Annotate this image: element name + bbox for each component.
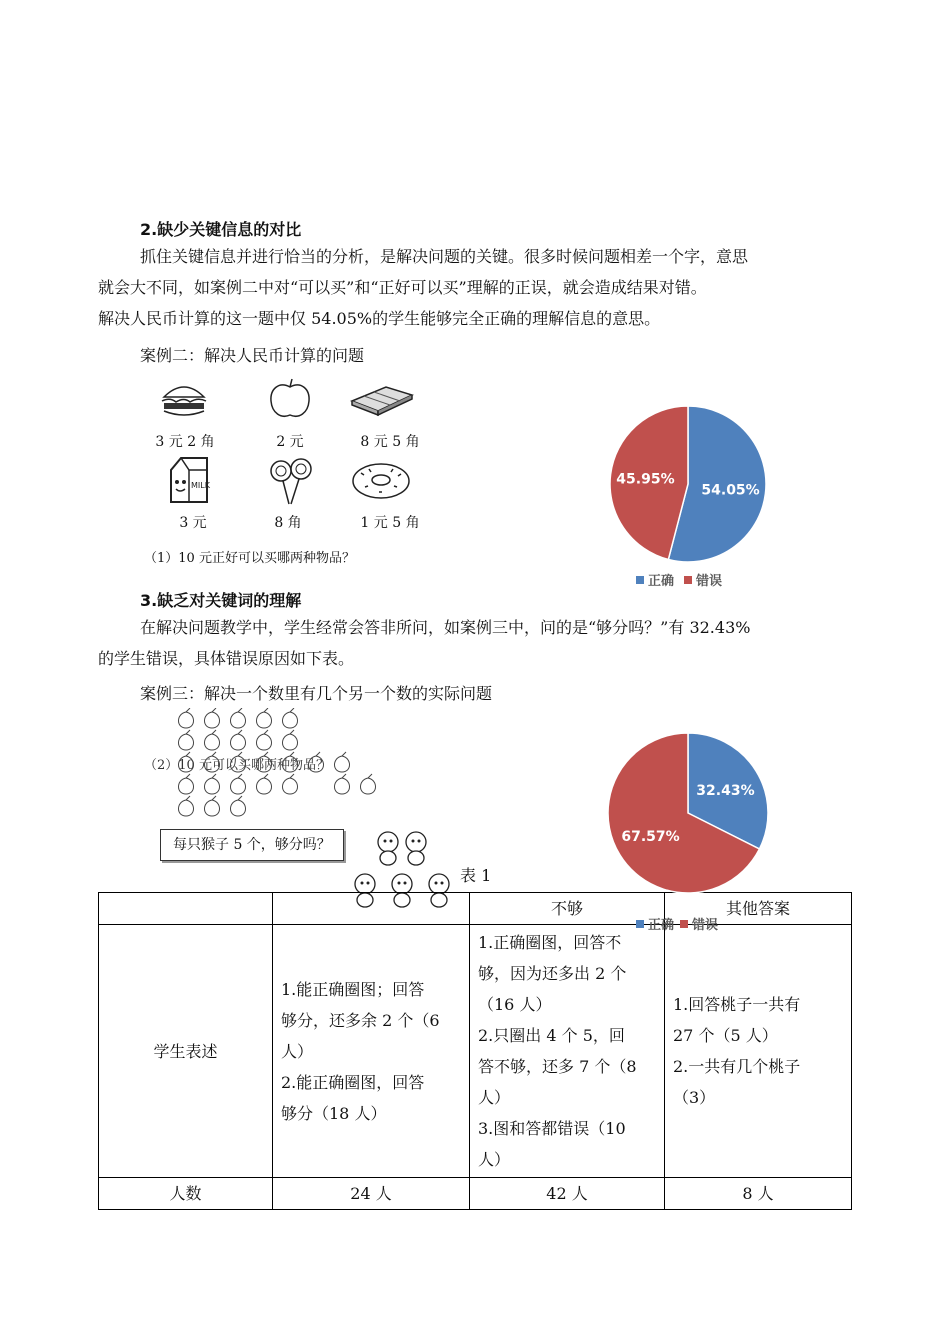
cell-line: （3）: [673, 1088, 716, 1107]
peach-icon: [205, 796, 220, 816]
peach-icon: [335, 752, 350, 772]
item-price: 3 元: [179, 515, 207, 531]
peach-icon: [283, 752, 298, 772]
cell-line: 答不够，还多 7 个（8: [478, 1057, 637, 1076]
pie-chart-2: [600, 730, 780, 935]
table-row: [99, 1178, 852, 1210]
cell-line: 够分，还多余 2 个（6: [281, 1010, 440, 1030]
legend-swatch-wrong: [684, 576, 692, 584]
hamburger-icon: [160, 379, 208, 419]
case3-overlap-question: （2）10 元可以买哪两种物品？: [144, 758, 329, 773]
cell-line: 够，因为还多出 2 个: [478, 964, 627, 983]
section2-heading: 2.缺少关键信息的对比: [140, 220, 302, 239]
peach-icon: [335, 774, 350, 794]
peach-icon: [231, 796, 246, 816]
milk-text: MILK: [191, 481, 210, 490]
case2-question: （1）10 元正好可以买哪两种物品？: [144, 551, 355, 566]
legend-label-wrong: 错误: [696, 574, 723, 589]
donut-icon: [351, 461, 411, 501]
peach-icon: [205, 730, 220, 750]
legend-swatch-correct: [636, 920, 644, 928]
cell-line: 1.能正确圈图；回答: [281, 979, 425, 999]
peach-icon: [283, 774, 298, 794]
row-label: 人数: [99, 1178, 273, 1210]
milk-carton-icon: [167, 456, 211, 504]
apple-icon: [267, 377, 313, 421]
cell-line: 27 个（5 人）: [673, 1026, 778, 1045]
pie-slice-label: 67.57%: [621, 829, 680, 846]
item-price: 3 元 2 角: [155, 434, 215, 450]
pie-chart-2-plot: [600, 730, 780, 900]
monkey-icon: [406, 832, 426, 865]
cell-line: 2.能正确圈图，回答: [281, 1072, 425, 1092]
legend-label-correct: 正确: [648, 918, 675, 933]
table-cell: [665, 925, 852, 1178]
table-cell: 42 人: [470, 1178, 665, 1210]
section3-heading: 3.缺乏对关键词的理解: [140, 591, 302, 610]
peach-icon: [205, 752, 220, 772]
paragraph-line: 解决人民币计算的这一题中仅 54.05%的学生能够完全正确的理解信息的意思。: [98, 309, 661, 328]
section3-paragraph: [98, 612, 852, 674]
legend-swatch-correct: [636, 576, 644, 584]
monkey-icon: [378, 832, 398, 865]
table-caption: 表 1: [460, 866, 492, 885]
result-table: [98, 892, 852, 1210]
peach-icon: [283, 730, 298, 750]
table-cell: 8 人: [665, 1178, 852, 1210]
table-header-cell: [273, 893, 470, 925]
peach-icon: [179, 730, 194, 750]
table-header-cell: 其他答案: [665, 893, 852, 925]
peach-icon: [257, 708, 272, 728]
peach-icon: [231, 708, 246, 728]
item-price: 8 元 5 角: [360, 434, 420, 450]
peach-icon: [179, 796, 194, 816]
table-cell: [273, 925, 470, 1178]
table-header-cell: [99, 893, 273, 925]
pie-chart-1-legend: [636, 570, 722, 589]
item-grid: [155, 375, 455, 545]
peach-icon: [361, 774, 376, 794]
cell-line: 2.只圈出 4 个 5，回: [478, 1026, 625, 1045]
peach-icon: [283, 708, 298, 728]
section2-paragraph: [98, 241, 852, 334]
paragraph-line: 就会大不同，如案例二中对“可以买”和“正好可以买”理解的正误，就会造成结果对错。: [98, 278, 707, 297]
peach-icon: [179, 752, 194, 772]
peach-icon: [309, 752, 324, 772]
paragraph-line: 抓住关键信息并进行恰当的分析，是解决问题的关键。很多时候问题相差一个字，意思: [140, 247, 749, 266]
pie-slice-label: 54.05%: [701, 482, 760, 499]
pie-chart-2-legend: [636, 914, 718, 933]
cell-line: 够分（18 人）: [281, 1103, 387, 1123]
cell-line: 1.回答桃子一共有: [673, 995, 801, 1014]
pie-chart-1-plot: [600, 404, 780, 564]
peach-icon: [231, 752, 246, 772]
pie-slice-label: 45.95%: [616, 471, 675, 488]
table-row: [99, 925, 852, 1178]
lollipop-icon: [265, 458, 317, 506]
legend-label-correct: 正确: [648, 574, 675, 589]
legend-swatch-wrong: [680, 920, 688, 928]
cell-line: （16 人）: [478, 995, 552, 1014]
peach-icon: [257, 730, 272, 750]
item-price: 2 元: [276, 434, 304, 450]
case2-label: 案例二：解决人民币计算的问题: [140, 346, 365, 365]
peach-icon: [205, 774, 220, 794]
table-cell: [470, 925, 665, 1178]
peach-icon: [231, 730, 246, 750]
cell-line: 1.正确圈图，回答不: [478, 933, 622, 952]
peach-icon: [231, 774, 246, 794]
pie-chart-1: [600, 404, 780, 594]
item-price: 8 角: [274, 515, 302, 531]
table-header-cell: 不够: [470, 893, 665, 925]
pie-slice-label: 32.43%: [696, 782, 755, 799]
row-label: 学生表述: [99, 925, 273, 1178]
cell-line: 3.图和答都错误（10: [478, 1119, 626, 1138]
peach-icon: [257, 752, 272, 772]
peach-icon: [257, 774, 272, 794]
peach-icon: [205, 708, 220, 728]
callout-box: 每只猴子 5 个，够分吗？: [160, 829, 344, 861]
legend-label-wrong: 错误: [692, 918, 719, 933]
chocolate-icon: [350, 383, 414, 417]
table-cell: 24 人: [273, 1178, 470, 1210]
peach-icon: [179, 774, 194, 794]
peach-icon: [179, 708, 194, 728]
item-price: 1 元 5 角: [360, 515, 420, 531]
peaches-illustration: [178, 708, 398, 818]
paragraph-line: 的学生错误，具体错误原因如下表。: [98, 649, 355, 668]
cell-line: 人）: [478, 1150, 511, 1169]
case3-label: 案例三：解决一个数里有几个另一个数的实际问题: [140, 684, 493, 703]
cell-line: 2.一共有几个桃子: [673, 1057, 801, 1076]
paragraph-line: 在解决问题教学中，学生经常会答非所问，如案例三中，问的是“够分吗？”有 32.43%: [140, 618, 751, 637]
cell-line: 人）: [281, 1041, 314, 1061]
cell-line: 人）: [478, 1088, 511, 1107]
